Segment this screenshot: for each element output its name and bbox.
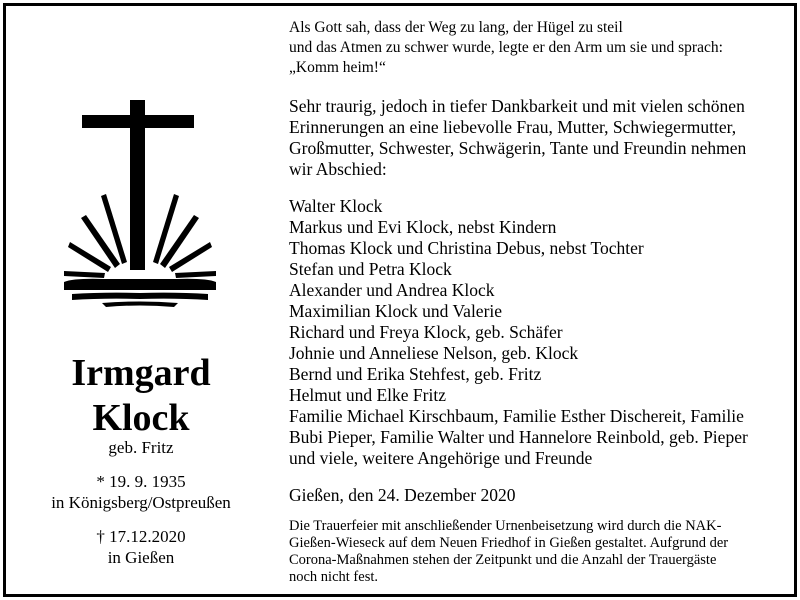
list-item: Walter Klock (289, 196, 383, 216)
list-item: Helmut und Elke Fritz (289, 385, 446, 405)
list-item: Familie Michael Kirschbaum, Familie Esther Dischereit, Familie (289, 406, 744, 426)
left-column (6, 6, 276, 594)
list-item: Bubi Pieper, Familie Walter und Hannelore Reinbold, geb. Pieper (289, 427, 748, 447)
maiden-name: geb. Fritz (108, 438, 174, 457)
birth-date: * 19. 9. 1935 (96, 472, 186, 491)
list-item: und viele, weitere Angehörige und Freunde (289, 448, 593, 468)
obituary-frame (3, 3, 797, 597)
list-item: Thomas Klock und Christina Debus, nebst Tochter (289, 238, 644, 258)
list-item: Johnie und Anneliese Nelson, geb. Klock (289, 343, 579, 363)
place-date: Gießen, den 24. Dezember 2020 (289, 485, 516, 505)
note-line: Corona-Maßnahmen stehen der Zeitpunkt und die Anzahl der Trauergäste (289, 552, 717, 568)
list-item: Stefan und Petra Klock (289, 259, 452, 279)
intro-line: Erinnerungen an eine liebevolle Frau, Mutter, Schwiegermutter, (289, 117, 737, 137)
intro-line: Sehr traurig, jedoch in tiefer Dankbarkeit und mit vielen schönen (289, 96, 745, 116)
list-item: Maximilian Klock und Valerie (289, 301, 503, 321)
list-item: Markus und Evi Klock, nebst Kindern (289, 217, 557, 237)
list-item: Alexander und Andrea Klock (289, 280, 495, 300)
last-name: Klock (92, 397, 190, 439)
death-place: in Gießen (107, 548, 175, 567)
list-item: Richard und Freya Klock, geb. Schäfer (289, 322, 563, 342)
birth-place: in Königsberg/Ostpreußen (51, 493, 231, 512)
note-line: Gießen-Wieseck auf dem Neuen Friedhof in Gießen gestaltet. Aufgrund der (289, 535, 729, 551)
motto-line: Als Gott sah, dass der Weg zu lang, der Hügel zu steil (289, 19, 623, 36)
cross-sun-water-icon (64, 98, 216, 316)
note-line: noch nicht fest. (289, 569, 378, 585)
note-line: Die Trauerfeier mit anschließender Urnenbeisetzung wird durch die NAK- (289, 518, 722, 534)
intro-line: wir Abschied: (289, 159, 387, 179)
intro-line: Großmutter, Schwester, Schwägerin, Tante und Freundin nehmen (289, 138, 747, 158)
first-name: Irmgard (71, 352, 211, 394)
motto-line: „Komm heim!“ (289, 59, 386, 76)
motto-line: und das Atmen zu schwer wurde, legte er den Arm um sie und sprach: (289, 39, 723, 56)
death-date: † 17.12.2020 (96, 527, 186, 546)
list-item: Bernd und Erika Stehfest, geb. Fritz (289, 364, 542, 384)
right-column (289, 6, 789, 594)
